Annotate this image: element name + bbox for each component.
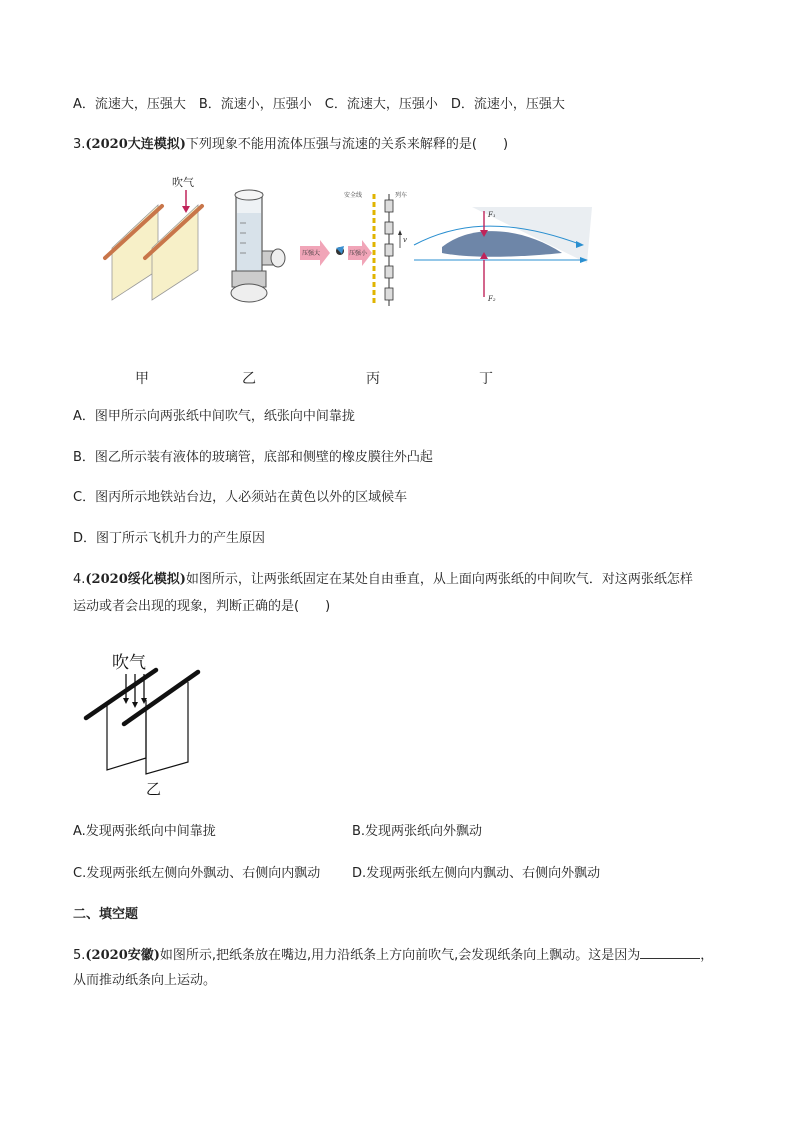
figure-q4	[80, 648, 210, 798]
q5-stem-line1: 5.(2020安徽)如图所示,把纸条放在嘴边,用力沿纸条上方向前吹气,会发现纸条向上飘动。这是因为 ，	[73, 948, 714, 963]
paper-right	[152, 205, 198, 300]
q3-option-d: D．图丁所示飞机升力的产生原因	[73, 531, 266, 546]
q3-stem	[73, 136, 508, 154]
q4-number: 4.	[73, 572, 86, 587]
q3-source: (2020大连模拟)	[85, 137, 186, 152]
q4-option-c: C.发现两张纸左侧向外飘动、右侧向内飘动	[73, 866, 321, 881]
figure-ding	[412, 205, 592, 305]
q3-option-b: B．图乙所示装有液体的玻璃管，底部和侧壁的橡皮膜往外凸起	[73, 450, 433, 465]
q2-options: A．流速大，压强大 B．流速小，压强小 C．流速大，压强小 D．流速小，压强大	[73, 97, 565, 112]
figure-jia	[100, 170, 220, 305]
fig-label-ding: 丁	[479, 371, 493, 387]
q3-option-c: C．图丙所示地铁站台边，人必须站在黄色以外的区域候车	[73, 490, 408, 505]
q4-source: (2020绥化模拟)	[85, 572, 186, 587]
q4-fig-label: 乙	[146, 780, 162, 798]
figure-yi-tube	[228, 185, 293, 310]
q3-stem-text: 下列现象不能用流体压强与流速的关系来解释的是( )	[185, 137, 509, 152]
q4-stem-line2: 运动或者会出现的现象，判断正确的是( )	[73, 599, 331, 614]
svg-text:v: v	[403, 236, 407, 244]
bottom-membrane	[231, 284, 267, 302]
q4-stem-text: 如图所示，让两张纸固定在某处自由垂直，从上面向两张纸的中间吹气．对这两张纸怎样	[185, 572, 693, 587]
safety-line-label: 安全线	[344, 192, 363, 199]
section-title: 二、填空题	[73, 907, 139, 922]
svg-text:F₁: F₁	[488, 211, 496, 219]
q4-blow-label: 吹气	[112, 653, 146, 673]
q4-option-b: B.发现两张纸向外飘动	[352, 824, 483, 839]
q5-stem-text: 如图所示,把纸条放在嘴边,用力沿纸条上方向前吹气,会发现纸条向上飘动。这是因为	[159, 948, 641, 963]
q4-option-a: A.发现两张纸向中间靠拢	[73, 824, 216, 839]
svg-text:压强大: 压强大	[302, 250, 321, 257]
figure-bing	[292, 188, 412, 308]
q5-source: (2020安徽)	[85, 948, 160, 963]
q5-answer-blank[interactable]	[640, 946, 700, 959]
svg-text:压强小: 压强小	[349, 250, 368, 257]
q5-stem-line2: 从而推动纸条向上运动。	[73, 973, 217, 988]
q5-number: 5.	[73, 948, 86, 963]
side-membrane	[271, 249, 285, 267]
q4-stem-line1	[73, 571, 693, 589]
fig-label-bing: 丙	[366, 371, 380, 387]
svg-text:F₂: F₂	[488, 295, 496, 303]
fig-jia-blow-label: 吹气	[172, 176, 194, 189]
q4-option-d: D.发现两张纸左侧向内飘动、右侧向外飘动	[352, 866, 601, 881]
q3-option-a: A．图甲所示向两张纸中间吹气，纸张向中间靠拢	[73, 409, 355, 424]
liquid	[237, 213, 261, 271]
train-label: 列车	[395, 192, 408, 199]
fig-label-yi: 乙	[242, 371, 256, 387]
q3-number: 3.	[73, 137, 86, 152]
fig-label-jia: 甲	[135, 371, 149, 387]
